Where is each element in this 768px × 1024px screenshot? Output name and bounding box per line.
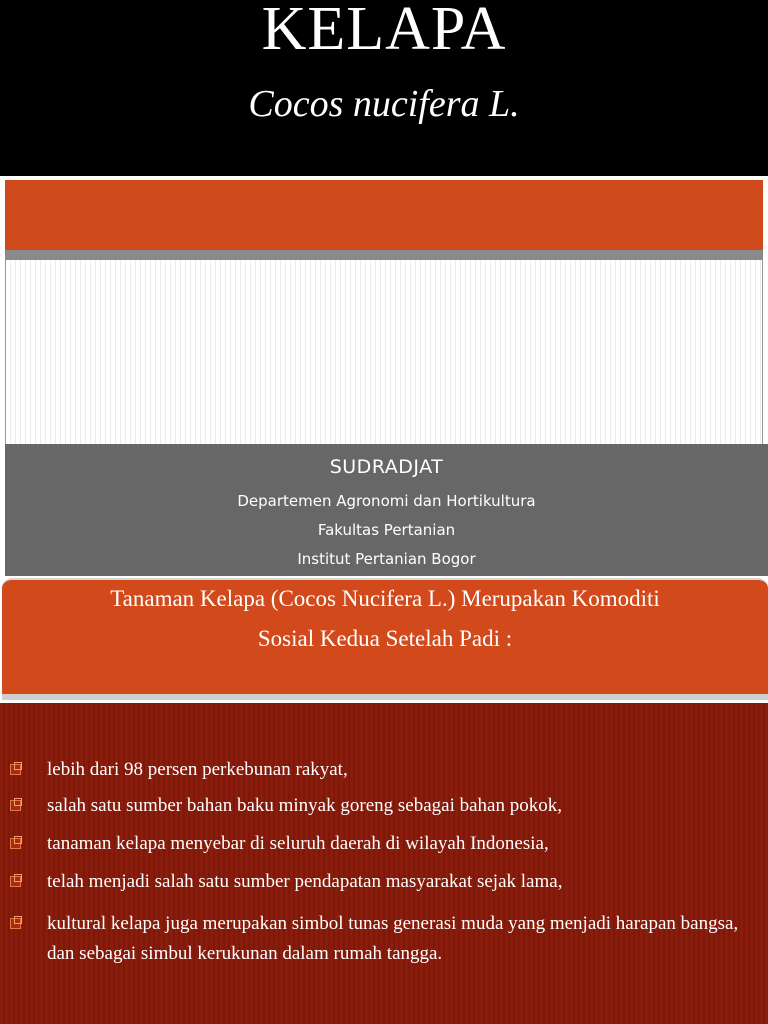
- checkbox-square-icon: [10, 764, 21, 775]
- list-item-text: kultural kelapa juga merupakan simbol tunas generasi muda yang menjadi harapan bangsa, dan sebagai simbul kerukunan dalam rumah tangga.: [47, 913, 739, 964]
- list-item-text: telah menjadi salah satu sumber pendapatan masyarakat sejak lama,: [47, 871, 563, 892]
- page-title: KELAPA: [261, 0, 507, 63]
- checkbox-square-icon: [10, 918, 21, 929]
- author-info-box: [5, 444, 768, 576]
- author-faculty: Fakultas Pertanian: [317, 521, 456, 539]
- checkbox-square-icon: [10, 838, 21, 849]
- author-name: SUDRADJAT: [329, 456, 444, 478]
- headline-box: [2, 578, 768, 694]
- author-institution: Institut Pertanian Bogor: [297, 550, 476, 568]
- list-item-text: lebih dari 98 persen perkebunan rakyat,: [47, 759, 348, 780]
- page-subtitle: Cocos nucifera L.: [248, 83, 520, 125]
- bullet-list-panel: [0, 703, 768, 1024]
- checkbox-square-icon: [10, 800, 21, 811]
- list-item-text: tanaman kelapa menyebar di seluruh daerah di wilayah Indonesia,: [47, 833, 549, 854]
- decorative-gray-strip: [5, 250, 763, 260]
- headline-line-2: Sosial Kedua Setelah Padi :: [257, 626, 513, 651]
- headline-line-1: Tanaman Kelapa (Cocos Nucifera L.) Merupakan Komoditi: [110, 586, 660, 611]
- author-department: Departemen Agronomi dan Hortikultura: [237, 492, 536, 510]
- title-header: [0, 0, 768, 176]
- decorative-orange-band: [5, 180, 763, 250]
- list-item-text: salah satu sumber bahan baku minyak goreng sebagai bahan pokok,: [47, 795, 562, 816]
- checkbox-square-icon: [10, 876, 21, 887]
- decorative-divider: [2, 694, 768, 700]
- striped-white-panel: [5, 260, 763, 444]
